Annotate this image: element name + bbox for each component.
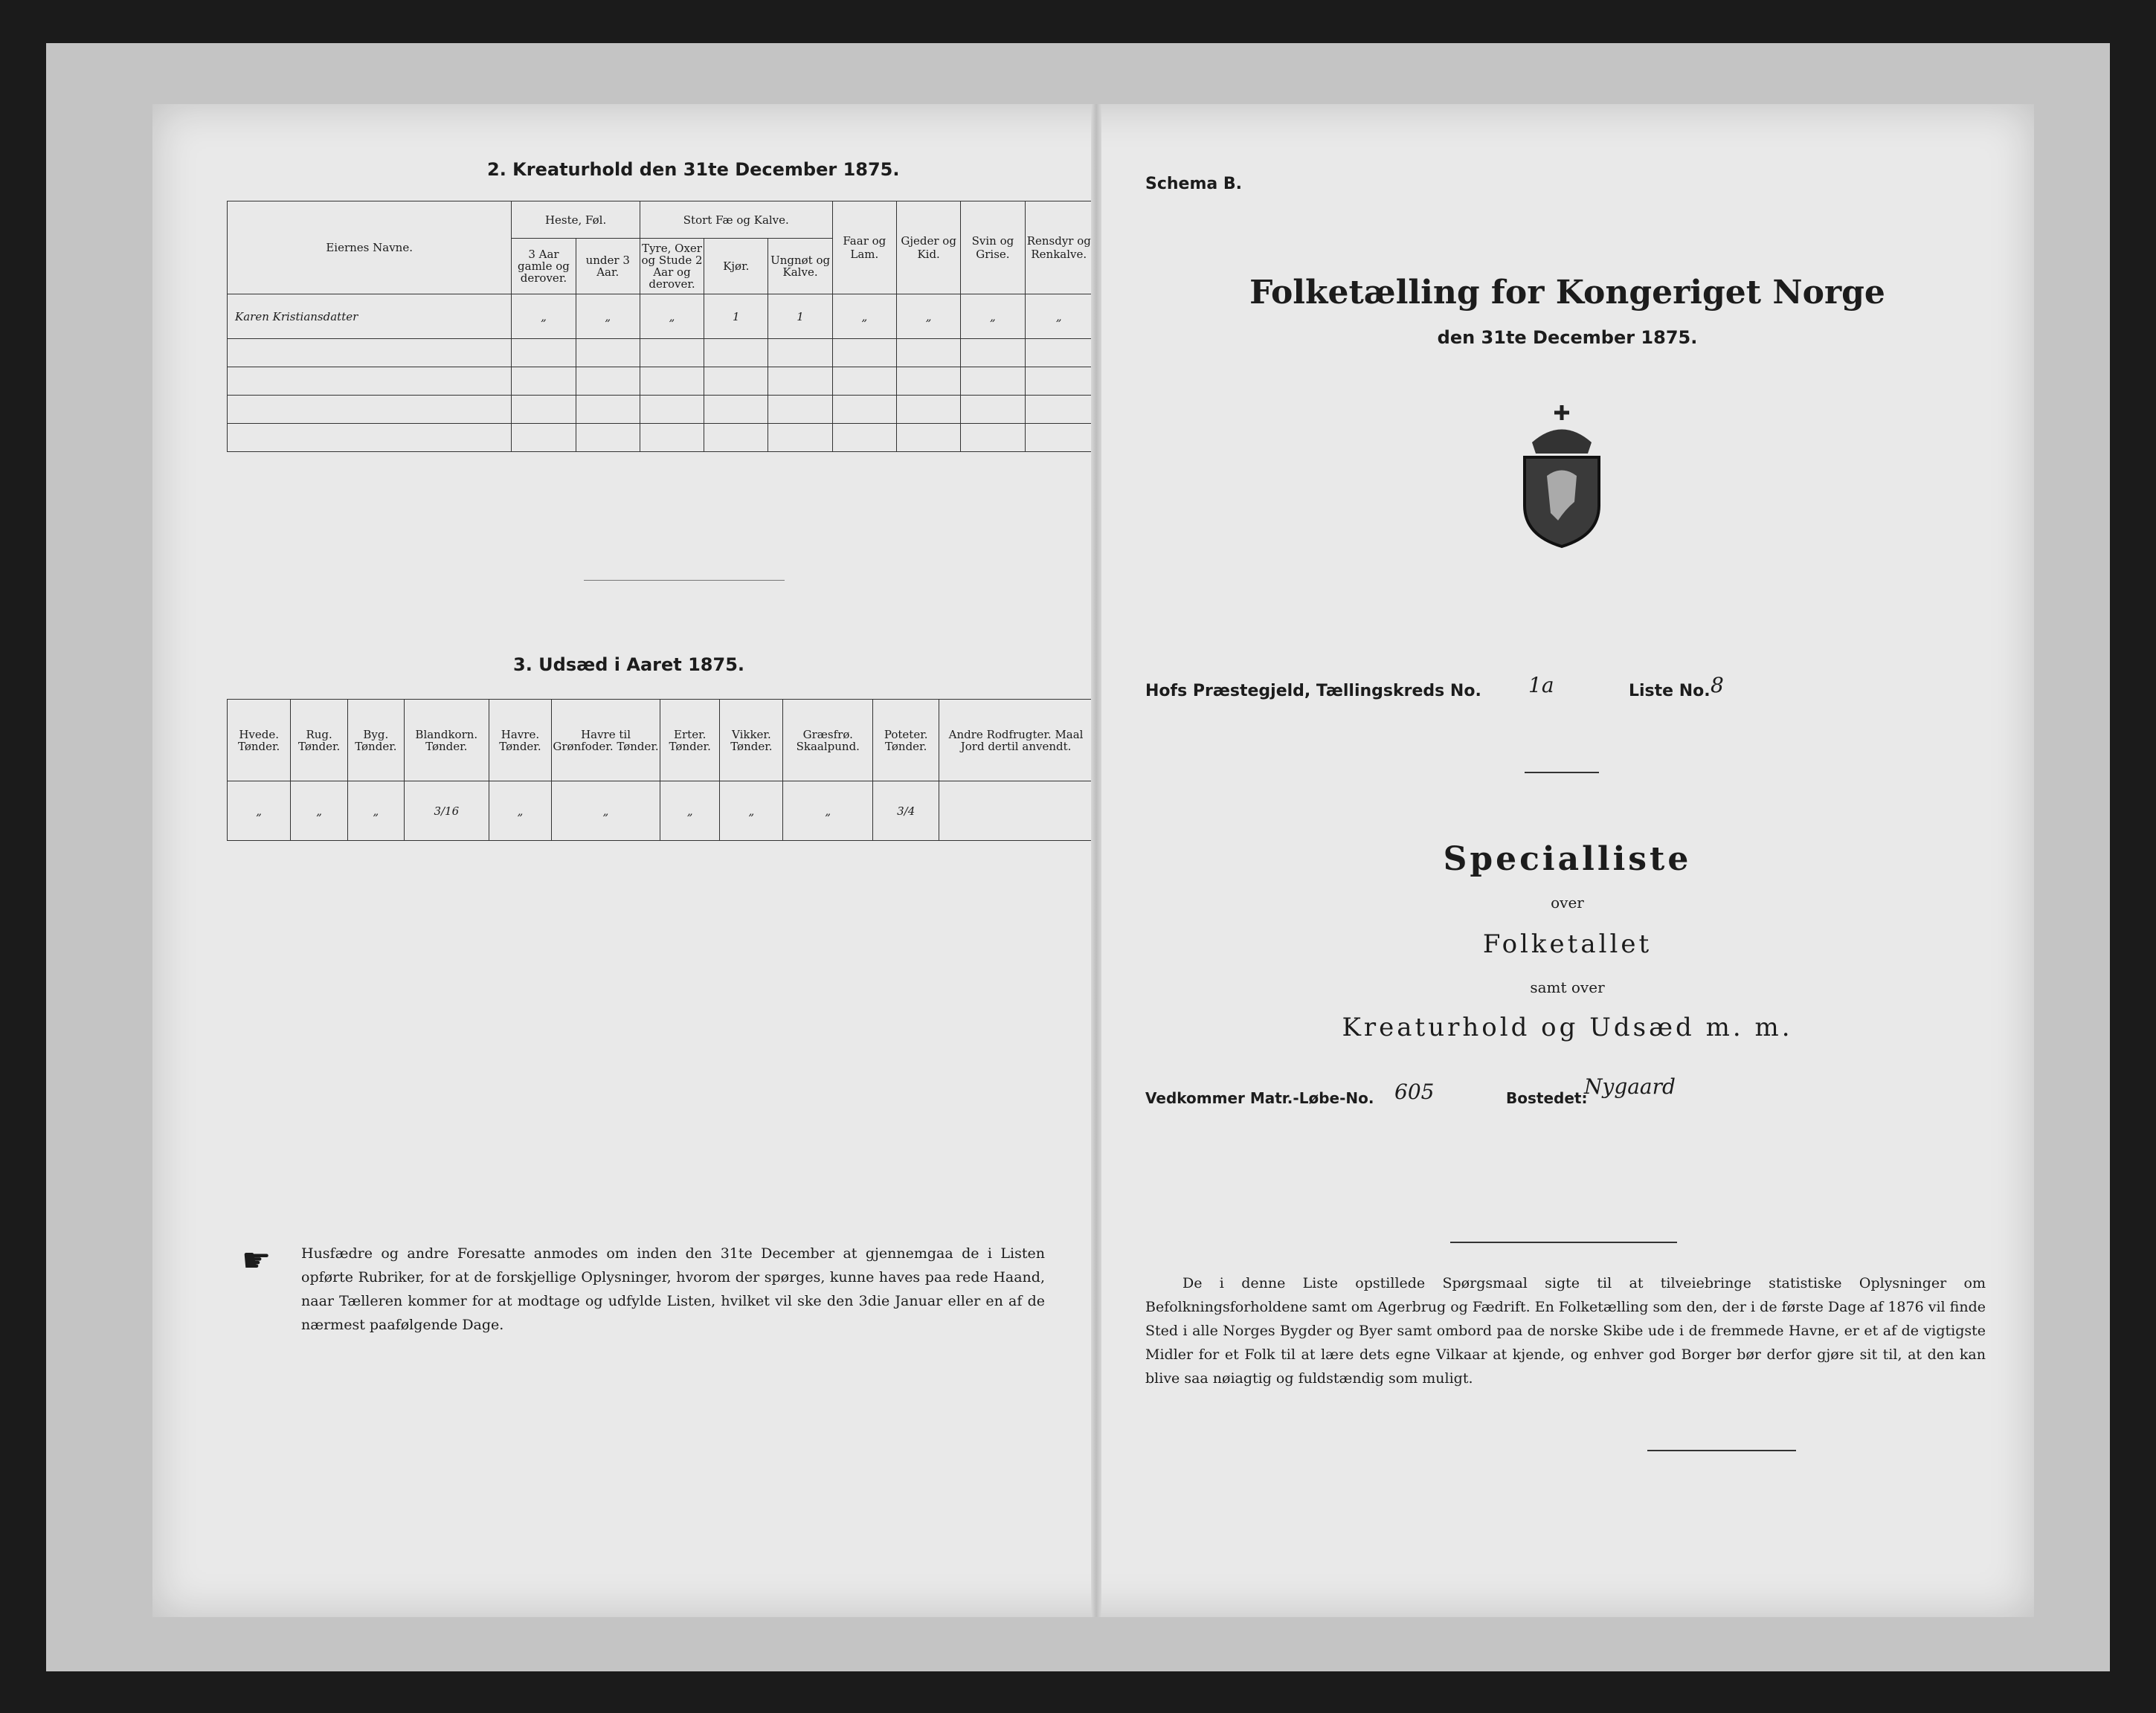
- value-cell: „: [832, 294, 896, 339]
- col-havre-gronfoder: Havre til Grønfoder. Tønder.: [552, 700, 660, 781]
- group-heste: Heste, Føl.: [512, 201, 640, 239]
- divider: [1450, 1242, 1677, 1243]
- over-text: over: [1551, 894, 1584, 912]
- group-stort-fae: Stort Fæ og Kalve.: [640, 201, 832, 239]
- owner-name: Karen Kristiansdatter: [228, 294, 512, 339]
- sow-value: „: [783, 781, 873, 841]
- section3-title: 3. Udsæd i Aaret 1875.: [513, 654, 745, 675]
- notice-text: Husfædre og andre Foresatte anmodes om inden den 31te December at gjennemgaa de i Listen opførte Rubriker, for at de forskjellige Oplysninger, hvorom der spørges, kunne haves paa rede Haand, naar Tælleren kommer for at modtage og udfylde Listen, hvilket vil ske den 3die Januar eller en af de nærmest paafølgende Dage.: [301, 1245, 1045, 1333]
- col-poteter: Poteter. Tønder.: [873, 700, 939, 781]
- sow-value: 3/16: [404, 781, 489, 841]
- value-cell: 1: [768, 294, 832, 339]
- sow-value: „: [489, 781, 551, 841]
- liste-label: Liste No.: [1629, 682, 1711, 700]
- col-heste-under3: under 3 Aar.: [576, 239, 640, 294]
- col-ungnot: Ungnøt og Kalve.: [768, 239, 832, 294]
- value-cell: 1: [704, 294, 768, 339]
- col-graesfro: Græsfrø. Skaalpund.: [783, 700, 873, 781]
- sow-value: „: [720, 781, 783, 841]
- sow-value: 3/4: [873, 781, 939, 841]
- sow-value: „: [552, 781, 660, 841]
- col-tyre: Tyre, Oxer og Stude 2 Aar og derover.: [640, 239, 704, 294]
- sow-value: „: [291, 781, 348, 841]
- value-cell: „: [640, 294, 704, 339]
- page-fold: [1091, 104, 1101, 1617]
- kreds-value: 1a: [1528, 673, 1554, 697]
- specialliste-heading: Specialliste: [1443, 840, 1692, 878]
- schema-label: Schema B.: [1145, 175, 1243, 193]
- census-sheet: [152, 104, 2034, 1617]
- value-cell: „: [576, 294, 640, 339]
- divider: [1525, 772, 1599, 773]
- value-cell: „: [961, 294, 1025, 339]
- pointing-hand-icon: ☛: [242, 1242, 271, 1280]
- col-gjeder: Gjeder og Kid.: [897, 201, 961, 294]
- sowing-table: [227, 699, 1093, 841]
- matr-label: Vedkommer Matr.-Løbe-No.: [1145, 1089, 1374, 1107]
- prestegjeld-label: Hofs Præstegjeld, Tællingskreds No.: [1145, 682, 1481, 700]
- owner-header: Eiernes Navne.: [228, 201, 512, 294]
- bostedet-label: Bostedet:: [1506, 1089, 1588, 1107]
- value-cell: „: [512, 294, 576, 339]
- col-svin: Svin og Grise.: [961, 201, 1025, 294]
- folketallet-heading: Folketallet: [1482, 929, 1653, 959]
- kreaturhold-heading: Kreaturhold og Udsæd m. m.: [1342, 1013, 1793, 1042]
- bostedet-value: Nygaard: [1584, 1074, 1676, 1099]
- value-cell: „: [897, 294, 961, 339]
- col-kjor: Kjør.: [704, 239, 768, 294]
- right-page: [1101, 104, 2034, 1617]
- samt-over-text: samt over: [1530, 978, 1605, 996]
- matr-value: 605: [1394, 1080, 1435, 1104]
- col-vikker: Vikker. Tønder.: [720, 700, 783, 781]
- col-heste-3aar: 3 Aar gamle og derover.: [512, 239, 576, 294]
- livestock-table: [227, 201, 1093, 452]
- col-havre: Havre. Tønder.: [489, 700, 551, 781]
- sow-value: „: [347, 781, 404, 841]
- value-cell: „: [1025, 294, 1093, 339]
- divider: [1647, 1450, 1796, 1451]
- sow-value: „: [660, 781, 720, 841]
- divider: [584, 580, 785, 581]
- section2-title: 2. Kreaturhold den 31te December 1875.: [487, 159, 900, 180]
- sow-value: „: [228, 781, 291, 841]
- left-page: [152, 104, 1097, 1617]
- col-andre-rodfrugter: Andre Rodfrugter. Maal Jord dertil anvendt.: [939, 700, 1093, 781]
- col-blandkorn: Blandkorn. Tønder.: [404, 700, 489, 781]
- col-rug: Rug. Tønder.: [291, 700, 348, 781]
- col-erter: Erter. Tønder.: [660, 700, 720, 781]
- col-rensdyr: Rensdyr og Renkalve.: [1025, 201, 1093, 294]
- col-hvede: Hvede. Tønder.: [228, 700, 291, 781]
- col-byg: Byg. Tønder.: [347, 700, 404, 781]
- census-title: Folketælling for Kongeriget Norge: [1249, 274, 1885, 312]
- col-faar: Faar og Lam.: [832, 201, 896, 294]
- sow-value: [939, 781, 1093, 841]
- liste-value: 8: [1711, 673, 1724, 697]
- census-date: den 31te December 1875.: [1437, 327, 1698, 348]
- footer-text: De i denne Liste opstillede Spørgsmaal sigte til at tilveiebringe statistiske Oplysninger om Befolkningsforholdene samt om Agerbrug og Fædrift. En Folketælling som den, der i de første Dage af 1876 vil finde Sted i alle Norges Bygder og Byer samt ombord paa de norske Skibe ude i de fremmede Havne, er et af de vigtigste Midler for et Folk til at lære dets egne Vilkaar at kjende, og enhver god Borger bør derfor gjøre sit til, at den kan blive saa nøiagtig og fuldstændig som muligt.: [1145, 1275, 1986, 1387]
- coat-of-arms-icon: [1506, 401, 1618, 550]
